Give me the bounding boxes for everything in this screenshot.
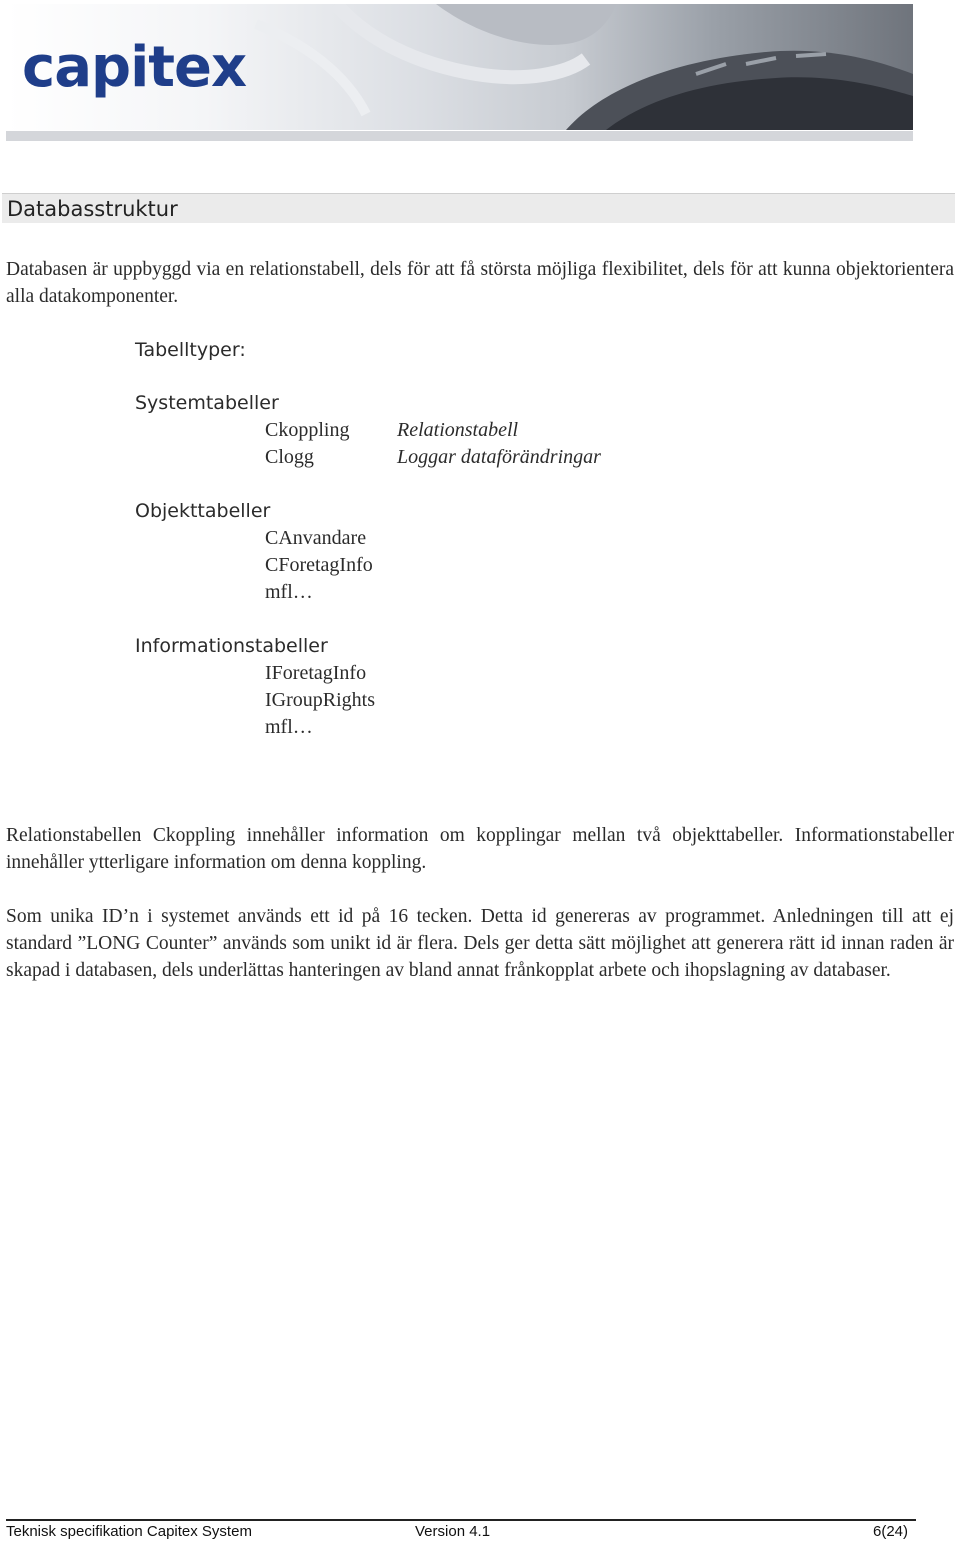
information-tables-heading: Informationstabeller bbox=[135, 635, 328, 657]
system-table-name: Ckoppling bbox=[265, 419, 350, 441]
footer-rule bbox=[6, 1519, 916, 1521]
information-table-item: IGroupRights bbox=[265, 689, 375, 711]
id-paragraph: Som unika ID’n i systemet används ett id på 16 tecken. Detta id genereras av programmet. Anledningen till att ej standard ”LONG Counter” används som unikt id är flera. Dels ger detta sätt möjlighet att generera rätt id innan raden är skapad i databasen, dels underlättas hanteringen av bland annat frånkopplat arbete och ihopslagning av databaser. bbox=[6, 906, 954, 981]
footer-page-number: 6(24) bbox=[873, 1523, 909, 1540]
capitex-logo: capitex bbox=[22, 35, 247, 100]
footer-version: Version 4.1 bbox=[415, 1523, 491, 1540]
header-rule bbox=[6, 131, 913, 141]
system-table-description: Relationstabell bbox=[397, 419, 519, 441]
intro-paragraph: Databasen är uppbyggd via en relationstabell, dels för att få största möjliga flexibilitet, dels för att kunna objektorientera alla datakomponenter. bbox=[6, 259, 954, 307]
information-table-item: mfl… bbox=[265, 716, 313, 738]
information-table-item: IForetagInfo bbox=[265, 662, 367, 684]
relation-paragraph: Relationstabellen Ckoppling innehåller information om kopplingar mellan två objekttabeller. Informationstabeller innehåller ytterligare information om denna koppling. bbox=[6, 825, 954, 873]
table-types-label: Tabelltyper: bbox=[135, 339, 246, 361]
header-banner bbox=[6, 4, 913, 130]
system-table-description: Loggar dataförändringar bbox=[397, 446, 601, 468]
object-tables-heading: Objekttabeller bbox=[135, 500, 271, 522]
footer-doc-title: Teknisk specifikation Capitex System bbox=[6, 1523, 252, 1540]
object-table-item: CForetagInfo bbox=[265, 554, 373, 576]
system-tables-heading: Systemtabeller bbox=[135, 392, 279, 414]
object-table-item: CAnvandare bbox=[265, 527, 367, 549]
system-table-name: Clogg bbox=[265, 446, 314, 468]
section-heading bbox=[2, 193, 955, 223]
object-table-item: mfl… bbox=[265, 581, 313, 603]
section-title: Databasstruktur bbox=[7, 197, 178, 221]
